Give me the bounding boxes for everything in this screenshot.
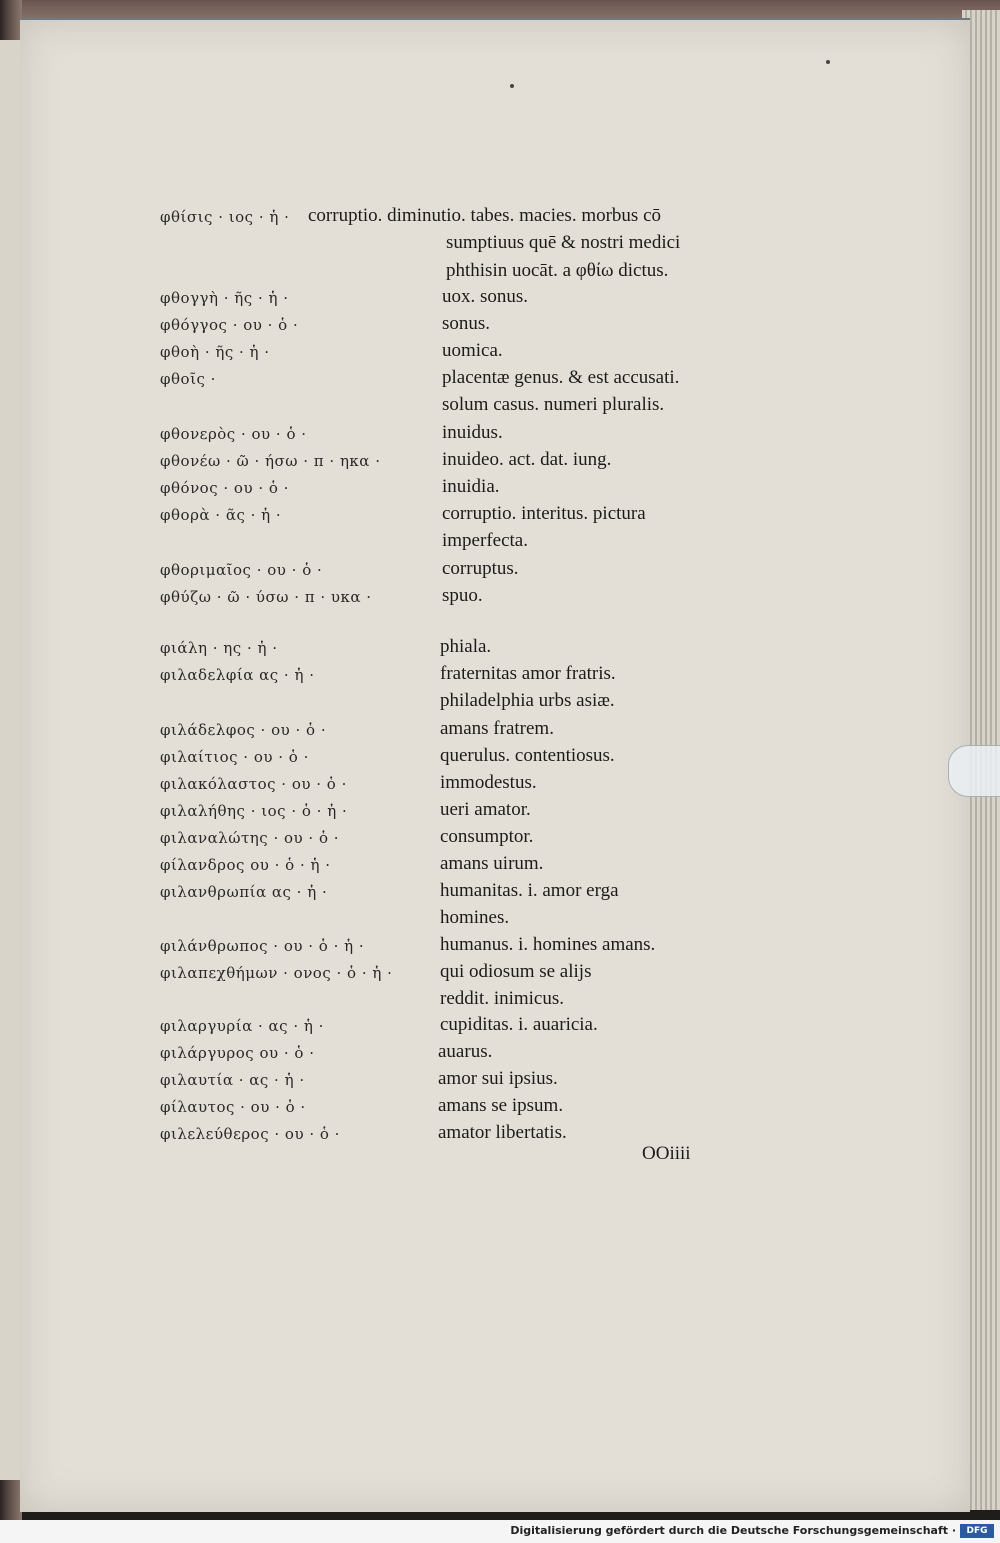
greek-headword: φιλαδελφία ας · ἡ · xyxy=(160,666,315,684)
latin-gloss: amator libertatis. xyxy=(438,1122,567,1143)
latin-gloss: querulus. contentiosus. xyxy=(440,745,615,766)
latin-gloss: uomica. xyxy=(442,340,503,361)
page-clip xyxy=(948,745,1000,797)
greek-headword: φιλακόλαστος · ου · ὁ · xyxy=(160,775,347,793)
latin-gloss: humanus. i. homines amans. xyxy=(440,934,656,955)
latin-gloss: reddit. inimicus. xyxy=(440,988,565,1009)
greek-headword: φθοριμαῖος · ου · ὁ · xyxy=(160,561,323,579)
greek-headword: φιλάργυρος ου · ὁ · xyxy=(160,1044,315,1062)
greek-headword: φθύζω · ῶ · ύσω · π · υκα · xyxy=(160,588,372,606)
greek-headword: φιλανθρωπία ας · ἡ · xyxy=(160,883,328,901)
ink-dot xyxy=(510,84,514,88)
latin-gloss: placentæ genus. & est accusati. xyxy=(442,367,680,388)
latin-gloss: philadelphia urbs asiæ. xyxy=(440,690,615,711)
digitization-footer xyxy=(0,1520,1000,1543)
ink-dot xyxy=(826,60,830,64)
latin-gloss: uox. sonus. xyxy=(442,286,529,307)
greek-headword: φιλαναλώτης · ου · ὁ · xyxy=(160,829,340,847)
footer-credit: Digitalisierung gefördert durch die Deutsche Forschungsgemeinschaft · xyxy=(510,1524,956,1537)
latin-gloss: qui odiosum se alijs xyxy=(440,961,592,982)
latin-gloss: humanitas. i. amor erga xyxy=(440,880,619,901)
latin-gloss: inuidus. xyxy=(442,422,503,443)
greek-headword: φθίσις · ιος · ἡ · xyxy=(160,208,290,226)
latin-gloss: inuideo. act. dat. iung. xyxy=(442,449,612,470)
greek-headword: φιλαυτία · ας · ἡ · xyxy=(160,1071,305,1089)
latin-gloss: amor sui ipsius. xyxy=(438,1068,558,1089)
greek-headword: φιλαλήθης · ιος · ὁ · ἡ · xyxy=(160,802,348,820)
latin-gloss: spuo. xyxy=(442,585,483,606)
dfg-logo: DFG xyxy=(960,1524,994,1538)
greek-headword: φθοὴ · ῆς · ἡ · xyxy=(160,343,270,361)
folio-signature: OOiiii xyxy=(642,1143,691,1164)
latin-gloss: fraternitas amor fratris. xyxy=(440,663,616,684)
latin-gloss: corruptio. diminutio. tabes. macies. morbus cō xyxy=(308,205,662,226)
greek-headword: φιλελεύθερος · ου · ὁ · xyxy=(160,1125,340,1143)
greek-headword: φθονέω · ῶ · ήσω · π · ηκα · xyxy=(160,452,381,470)
latin-gloss: corruptus. xyxy=(442,558,519,579)
latin-gloss: immodestus. xyxy=(440,772,537,793)
greek-headword: φιλαπεχθήμων · ονος · ὁ · ἡ · xyxy=(160,964,393,982)
greek-headword: φίλαυτος · ου · ὁ · xyxy=(160,1098,306,1116)
latin-gloss: inuidia. xyxy=(442,476,500,497)
latin-gloss: corruptio. interitus. pictura xyxy=(442,503,646,524)
greek-headword: φιάλη · ης · ἡ · xyxy=(160,639,278,657)
greek-headword: φίλανδρος ου · ὁ · ἡ · xyxy=(160,856,331,874)
latin-gloss: homines. xyxy=(440,907,510,928)
latin-gloss: auarus. xyxy=(438,1041,493,1062)
latin-gloss: imperfecta. xyxy=(442,530,528,551)
greek-headword: φθόνος · ου · ὁ · xyxy=(160,479,289,497)
greek-headword: φθογγὴ · ῆς · ἡ · xyxy=(160,289,289,307)
latin-gloss: sumptiuus quē & nostri medici xyxy=(446,232,681,253)
greek-headword: φιλάδελφος · ου · ὁ · xyxy=(160,721,327,739)
greek-headword: φιλαίτιος · ου · ὁ · xyxy=(160,748,309,766)
greek-headword: φθοῖς · xyxy=(160,370,216,388)
latin-gloss: ueri amator. xyxy=(440,799,531,820)
latin-gloss: consumptor. xyxy=(440,826,534,847)
latin-gloss: amans uirum. xyxy=(440,853,544,874)
greek-headword: φθορὰ · ᾶς · ἡ · xyxy=(160,506,282,524)
greek-headword: φθονερὸς · ου · ὁ · xyxy=(160,425,307,443)
latin-gloss: amans se ipsum. xyxy=(438,1095,564,1116)
latin-gloss: phiala. xyxy=(440,636,492,657)
greek-headword: φθόγγος · ου · ὁ · xyxy=(160,316,299,334)
greek-headword: φιλάνθρωπος · ου · ὁ · ἡ · xyxy=(160,937,365,955)
latin-gloss: cupiditas. i. auaricia. xyxy=(440,1014,598,1035)
greek-headword: φιλαργυρία · ας · ἡ · xyxy=(160,1017,324,1035)
latin-gloss: sonus. xyxy=(442,313,491,334)
latin-gloss: solum casus. numeri pluralis. xyxy=(442,394,665,415)
latin-gloss: amans fratrem. xyxy=(440,718,554,739)
latin-gloss: phthisin uocāt. a φθίω dictus. xyxy=(446,260,669,281)
